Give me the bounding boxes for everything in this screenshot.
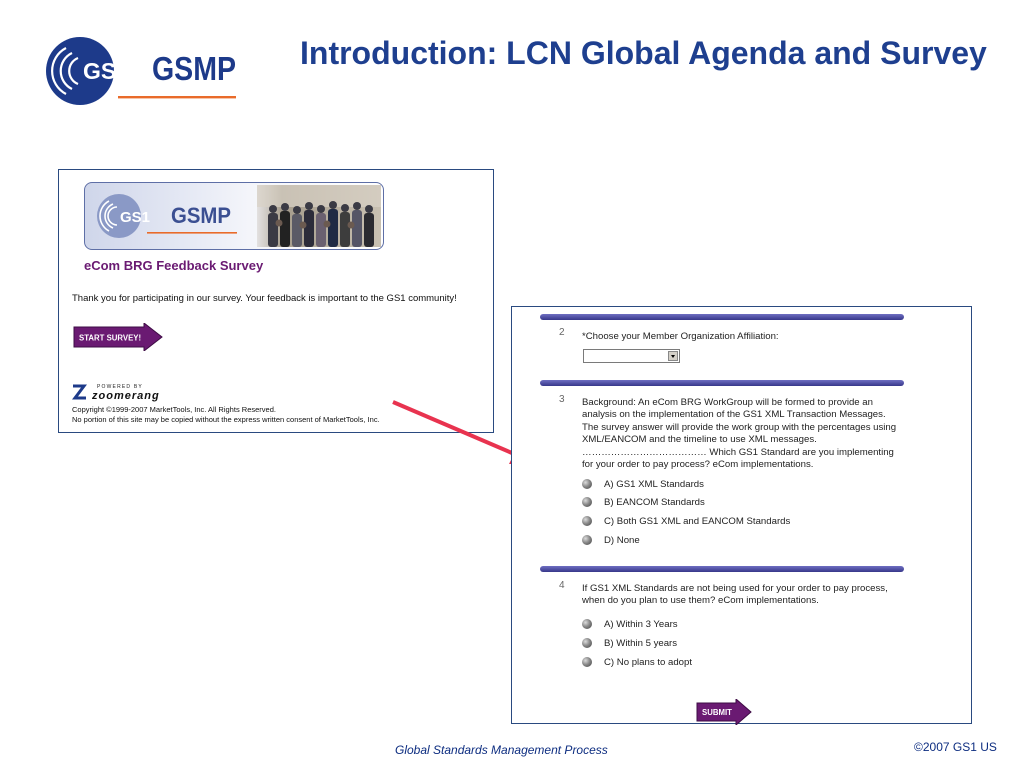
submit-label: SUBMIT [702,708,732,717]
footer-copyright: ©2007 GS1 US [914,740,997,754]
radio-option-label: C) No plans to adopt [604,656,692,668]
question-text [582,397,907,471]
question-text-line: analysis on the implementation of the GS1 XML Transaction Messages. [582,409,886,421]
powered-by-text: POWERED BY [97,384,143,390]
survey-questions-screenshot [511,306,972,724]
radio-option[interactable] [582,655,692,669]
banner-logo-mark: GS1 [120,209,151,226]
question-number: 4 [559,580,565,591]
radio-option[interactable] [582,636,677,650]
radio-option-label: B) EANCOM Standards [604,496,705,508]
question-text [582,583,907,608]
question-text: *Choose your Member Organization Affiliation: [582,331,779,342]
gs1-gsmp-logo [44,36,240,106]
zoomerang-logo [72,381,192,403]
slide-title: Introduction: LCN Global Agenda and Survey [300,35,987,71]
survey-banner [84,182,384,250]
zoomerang-text: zoomerang [92,390,160,402]
chevron-down-icon[interactable] [668,351,678,361]
radio-option[interactable] [582,477,704,491]
question-text-line: Background: An eCom BRG WorkGroup will be formed to provide an [582,397,873,408]
question-text-line: The survey answer will provide the work group with the percentages using [582,421,897,433]
banner-logo-wordmark: GSMP [171,203,231,228]
question-divider-bar [540,380,904,386]
copyright-line-2: No portion of this site may be copied without the express written consent of MarketTools, Inc. [72,415,380,424]
thank-you-text: Thank you for participating in our survey. Your feedback is important to the GS1 community! [72,293,457,304]
question-number: 3 [559,394,565,405]
question-number: 2 [559,327,565,338]
copyright-line-1: Copyright ©1999-2007 MarketTools, Inc. All Rights Reserved. [72,405,276,414]
survey-name: eCom BRG Feedback Survey [84,258,264,273]
radio-option[interactable] [582,495,705,509]
radio-option-label: B) Within 5 years [604,637,678,649]
radio-button-icon[interactable] [582,619,592,629]
question-text-line: If GS1 XML Standards are not being used for your order to pay process, [582,583,888,594]
radio-option[interactable] [582,617,678,631]
question-text-line: when do you plan to use them? eCom implementations. [582,595,819,607]
footer-process-name: Global Standards Management Process [395,743,608,757]
logo-mark-text: GS1 [83,58,130,84]
radio-button-icon[interactable] [582,479,592,489]
radio-button-icon[interactable] [582,535,592,545]
radio-option-label: A) Within 3 Years [604,618,678,630]
radio-button-icon[interactable] [582,657,592,667]
radio-option-label: C) Both GS1 XML and EANCOM Standards [604,515,791,527]
question-divider-bar [540,314,904,320]
start-survey-label: START SURVEY! [79,333,142,343]
submit-button[interactable] [696,699,752,725]
radio-option[interactable] [582,533,640,547]
radio-option[interactable] [582,514,790,528]
logo-wordmark-text: GSMP [152,50,236,87]
start-survey-button[interactable] [72,323,164,351]
radio-option-label: D) None [604,534,640,546]
radio-button-icon[interactable] [582,497,592,507]
banner-logo [93,193,253,239]
radio-button-icon[interactable] [582,516,592,526]
group-photo-image [257,185,381,247]
question-text-line: ………………………………… Which GS1 Standard are you implementing [582,446,894,458]
question-divider-bar [540,566,904,572]
radio-option-label: A) GS1 XML Standards [604,478,704,490]
affiliation-select[interactable] [583,349,680,363]
question-text-line: XML/EANCOM and the timeline to use XML messages. [582,434,817,446]
question-text-line: for your order to pay process? eCom implementations. [582,459,814,471]
radio-button-icon[interactable] [582,638,592,648]
